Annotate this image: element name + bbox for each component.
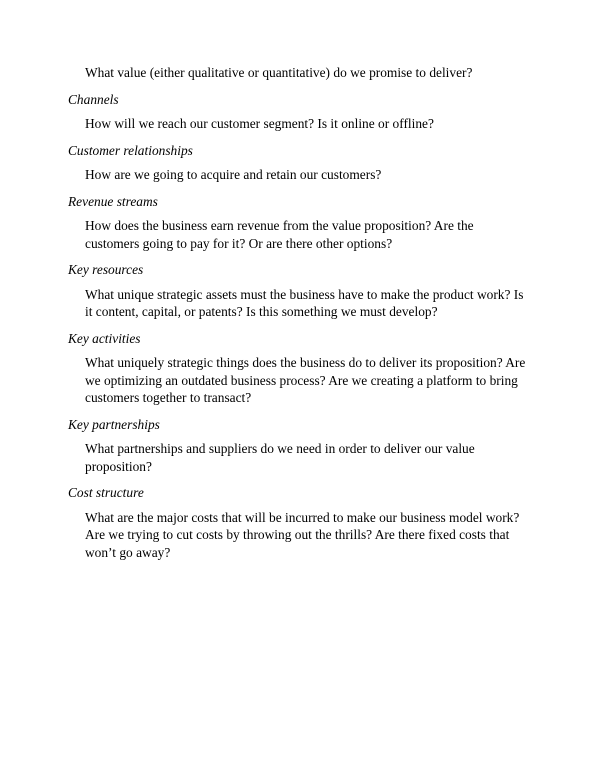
intro-paragraph: What value (either qualitative or quantitative) do we promise to deliver? [85, 65, 473, 80]
section-paragraph-revenue-streams: How does the business earn revenue from the value proposition? Are the customers going to pay for it? Or are there other options? [85, 218, 474, 251]
section-heading-key-resources: Key resources [68, 262, 144, 277]
section-heading-cost-structure: Cost structure [68, 485, 144, 500]
section-heading-channels: Channels [68, 91, 119, 107]
section-paragraph-key-resources: What unique strategic assets must the business have to make the product work? Is it content, capital, or patents? Is this something we must develop? [85, 286, 524, 319]
section-paragraph-key-partnerships: What partnerships and suppliers do we need in order to deliver our value proposition? [85, 441, 475, 474]
section-heading-revenue-streams: Revenue streams [68, 193, 158, 209]
section-paragraph-channels: How will we reach our customer segment? Is it online or offline? [85, 116, 434, 131]
section-heading-key-activities: Key activities [68, 330, 141, 346]
document-body [68, 64, 530, 561]
section-paragraph-cost-structure: What are the major costs that will be incurred to make our business model work? Are we trying to cut costs by throwing out the thrills? Are there fixed costs that won’t go away? [85, 509, 520, 560]
section-paragraph-customer-relationships: How are we going to acquire and retain our customers? [85, 167, 382, 182]
section-paragraph-key-activities: What uniquely strategic things does the business do to deliver its proposition? Are we optimizing an outdated business process? Are we creating a platform to bring customers together to transact? [85, 355, 526, 405]
section-heading-key-partnerships: Key partnerships [68, 416, 160, 432]
section-heading-customer-relationships: Customer relationships [68, 142, 193, 158]
